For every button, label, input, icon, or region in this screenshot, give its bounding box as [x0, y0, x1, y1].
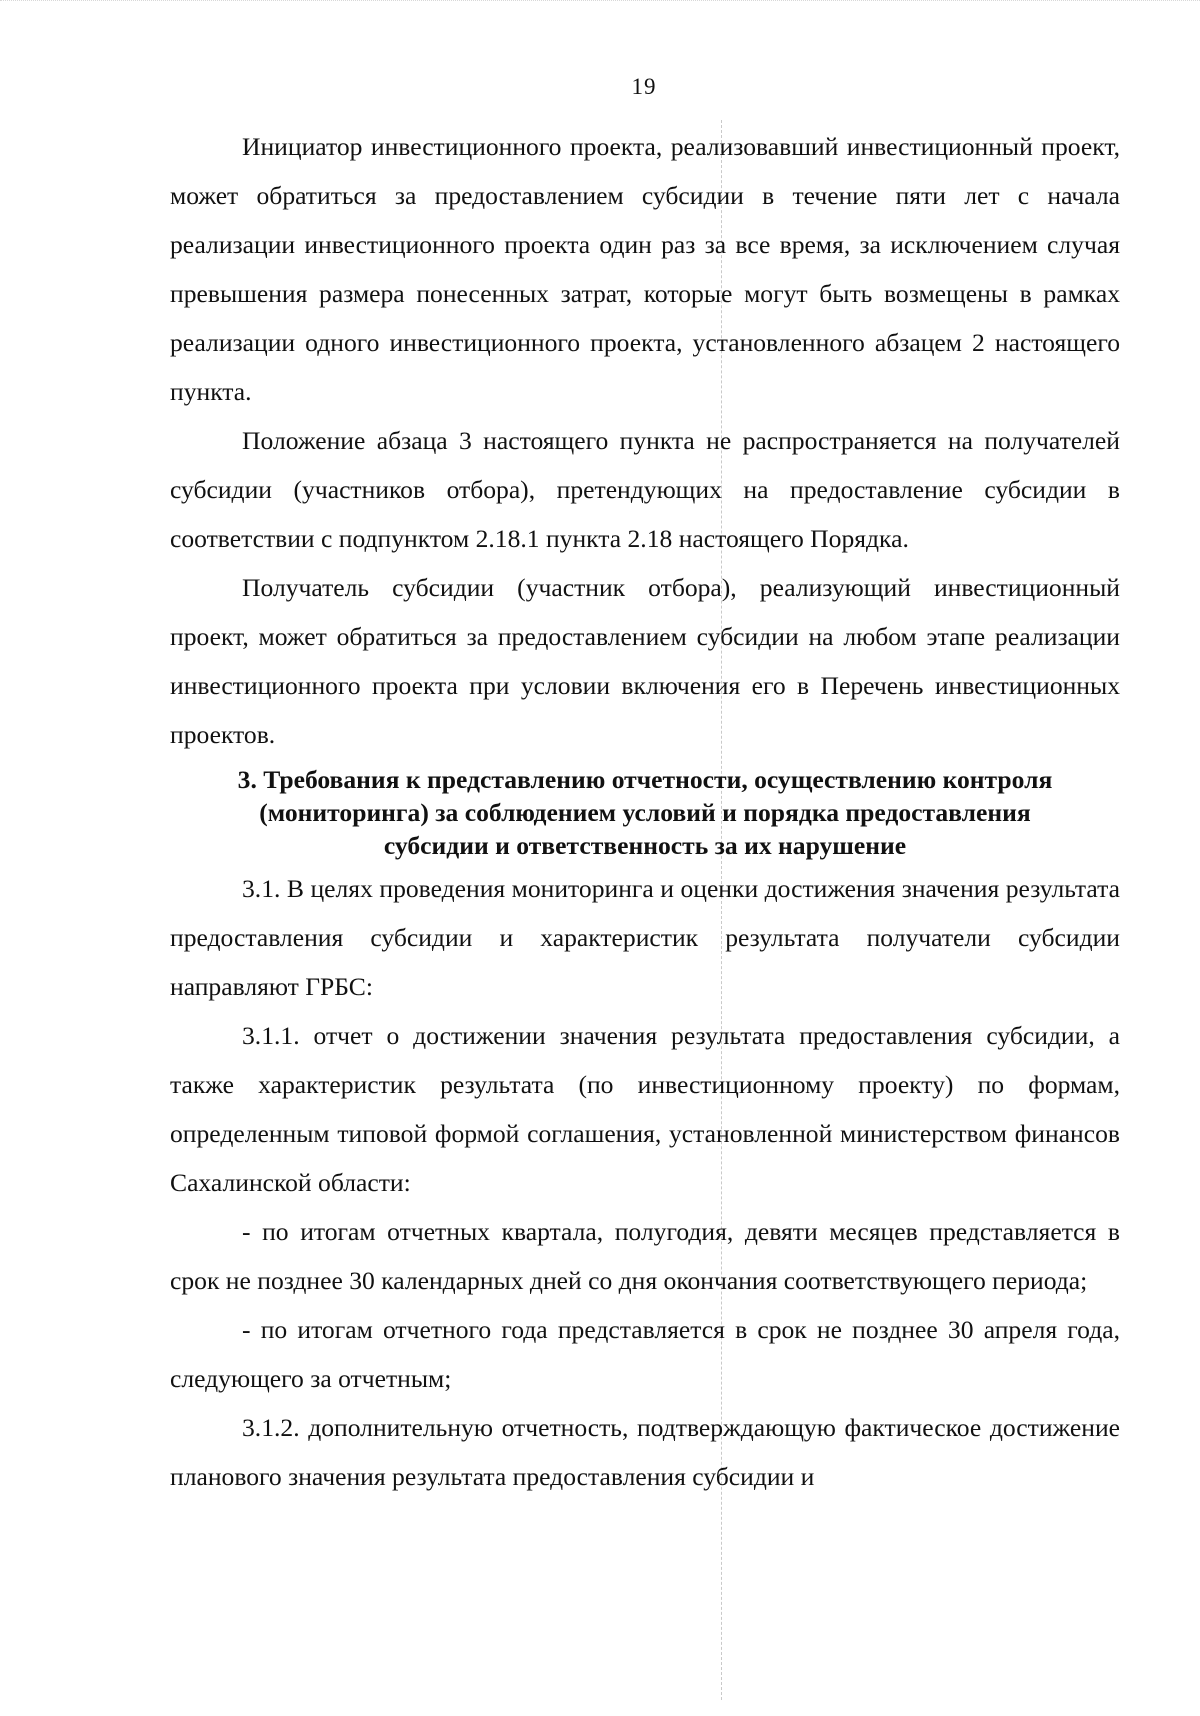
scan-top-edge — [0, 0, 1200, 3]
section-heading-line: 3. Требования к представлению отчетности, осуществлению контроля — [237, 765, 1053, 794]
paragraph-any-stage: Получатель субсидии (участник отбора), реализующий инвестиционный проект, может обратиться за предоставлением субсидии на любом этапе реализации инвестиционного проекта при условии включения его в Перечень инвестиционных проектов. — [170, 573, 1120, 749]
page-number: 19 — [631, 74, 657, 99]
document-body — [170, 122, 1120, 1501]
section-heading-line: субсидии и ответственность за их нарушение — [383, 831, 907, 860]
paragraph-3-1-2: 3.1.2. дополнительную отчетность, подтверждающую фактическое достижение планового значения результата предоставления субсидии и — [170, 1413, 1120, 1491]
section-heading-line: (мониторинга) за соблюдением условий и порядка предоставления — [259, 798, 1031, 827]
paragraph-exception: Положение абзаца 3 настоящего пункта не распространяется на получателей субсидии (участников отбора), претендующих на предоставление субсидии в соответствии с подпунктом 2.18.1 пункта 2.18 настоящего Порядка. — [170, 426, 1120, 553]
paragraph-3-1-1: 3.1.1. отчет о достижении значения результата предоставления субсидии, а также характеристик результата (по инвестиционному проекту) по формам, определенным типовой формой соглашения, установленной министерством финансов Сахалинской области: — [170, 1021, 1120, 1197]
paragraph-3-1: 3.1. В целях проведения мониторинга и оценки достижения значения результата предоставления субсидии и характеристик результата получатели субсидии направляют ГРБС: — [170, 874, 1120, 1001]
paragraph-annual-reporting: - по итогам отчетного года представляется в срок не позднее 30 апреля года, следующего за отчетным; — [170, 1315, 1120, 1393]
paragraph-initiator-limit: Инициатор инвестиционного проекта, реализовавший инвестиционный проект, может обратиться за предоставлением субсидии в течение пяти лет с начала реализации инвестиционного проекта один раз за все время, за исключением случая превышения размера понесенных затрат, которые могут быть возмещены в рамках реализации одного инвестиционного проекта, установленного абзацем 2 настоящего пункта. — [170, 132, 1120, 406]
section-3-heading — [170, 763, 1120, 862]
paragraph-quarterly-reporting: - по итогам отчетных квартала, полугодия, девяти месяцев представляется в срок не позднее 30 календарных дней со дня окончания соответствующего периода; — [170, 1217, 1120, 1295]
